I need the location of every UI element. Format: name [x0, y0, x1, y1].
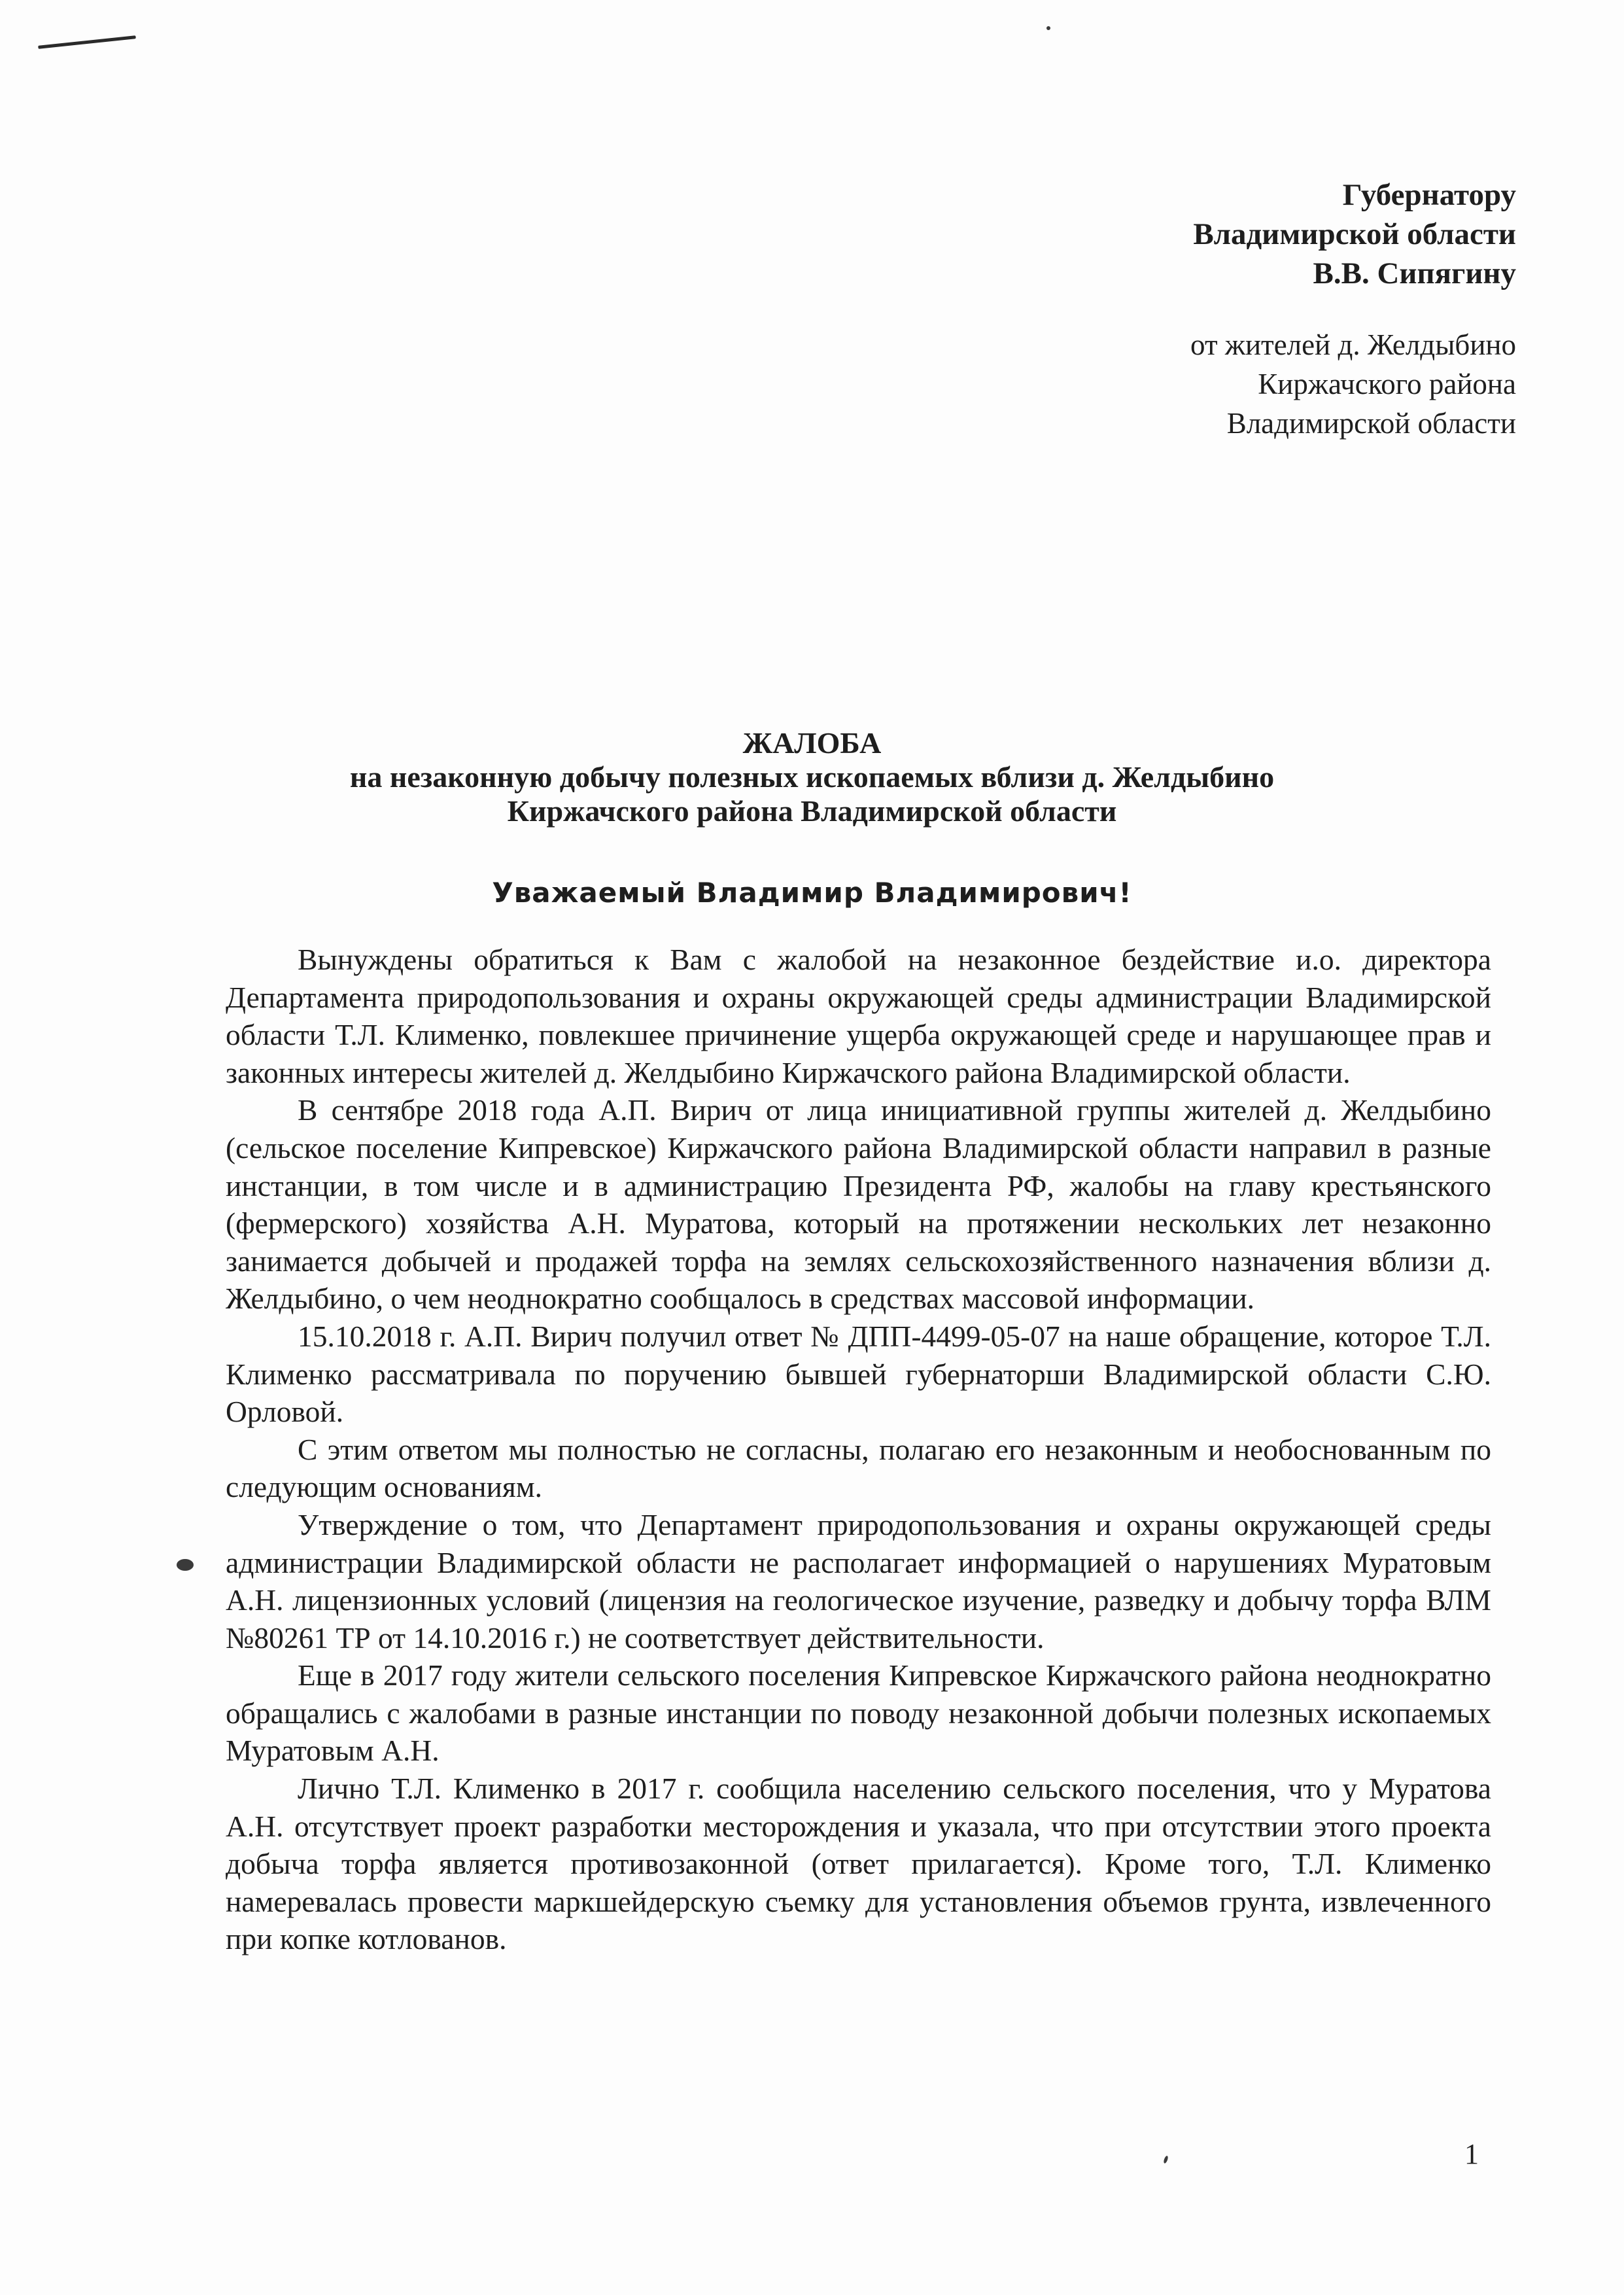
body-paragraph: Утверждение о том, что Департамент природопользования и охраны окружающей среды администрации Владимирской области не располагает информацией о нарушениях Муратовым А.Н. лицензионных условий (лицензия на геологическое изучение, разведку и добычу торфа ВЛМ №80261 ТР от 14.10.2016 г.) не соответствует действительности.: [226, 1507, 1491, 1655]
body-paragraph: В сентябре 2018 года А.П. Вирич от лица инициативной группы жителей д. Желдыбино (сельское поселение Кипревское) Киржачского района Владимирской области направил в разные инстанции, в том числе и в администрацию Президента РФ, жалобы на главу крестьянского (фермерского) хозяйства А.Н. Муратова, который на протяжении нескольких лет незаконно занимается добычей и продажей торфа на землях сельскохозяйственного назначения вблизи д. Желдыбино, о чем неоднократно сообщалось в средствах массовой информации.: [226, 1093, 1491, 1316]
addressee-line: В.В. Сипягину: [1313, 256, 1516, 290]
addressee-line: Владимирской области: [1193, 217, 1516, 251]
document-title: [131, 726, 1493, 828]
addressee-line: Губернатору: [1342, 178, 1516, 212]
body-paragraph: С этим ответом мы полностью не согласны, полагаю его незаконным и необоснованным по следующим основаниям.: [226, 1432, 1491, 1504]
body-paragraph: Вынуждены обратиться к Вам с жалобой на незаконное бездействие и.о. директора Департамента природопользования и охраны окружающей среды администрации Владимирской области Т.Л. Клименко, повлекшее причинение ущерба окружающей среде и нарушающее прав и законных интересы жителей д. Желдыбино Киржачского района Владимирской области.: [226, 943, 1491, 1089]
scan-speck: [1163, 2156, 1169, 2164]
title-heading: ЖАЛОБА: [742, 726, 882, 760]
title-subtitle: на незаконную добычу полезных ископаемых вблизи д. Желдыбино: [349, 760, 1275, 794]
title-subtitle: Киржачского района Владимирской области: [507, 794, 1117, 828]
sender-line: Киржачского района: [1258, 368, 1516, 400]
scan-artifact-mark: [38, 35, 136, 49]
sender-block: [1190, 325, 1516, 443]
page-number: 1: [1464, 2138, 1479, 2170]
scan-speck: [1046, 26, 1050, 30]
scan-speck: [177, 1559, 194, 1571]
sender-line: Владимирской области: [1226, 407, 1516, 440]
sender-line: от жителей д. Желдыбино: [1190, 328, 1516, 361]
addressee-block: [1193, 175, 1516, 293]
salutation: Уважаемый Владимир Владимирович!: [492, 877, 1132, 909]
body-paragraph: 15.10.2018 г. А.П. Вирич получил ответ № ДПП-4499-05-07 на наше обращение, которое Т.Л. Клименко рассматривала по поручению бывшей губернаторши Владимирской области С.Ю. Орловой.: [226, 1319, 1491, 1429]
body-paragraph: Лично Т.Л. Клименко в 2017 г. сообщила населению сельского поселения, что у Муратова А.Н. отсутствует проект разработки месторождения и указала, что при отсутствии этого проекта добыча торфа является противозаконной (ответ прилагается). Кроме того, Т.Л. Клименко намеревалась провести маркшейдерскую съемку для установления объемов грунта, извлеченного при копке котлованов.: [226, 1772, 1491, 1956]
body-paragraph: Еще в 2017 году жители сельского поселения Кипревское Киржачского района неоднократно обращались с жалобами в разные инстанции по поводу незаконной добычи полезных ископаемых Муратовым А.Н.: [226, 1658, 1491, 1768]
complaint-body: [226, 941, 1491, 1958]
